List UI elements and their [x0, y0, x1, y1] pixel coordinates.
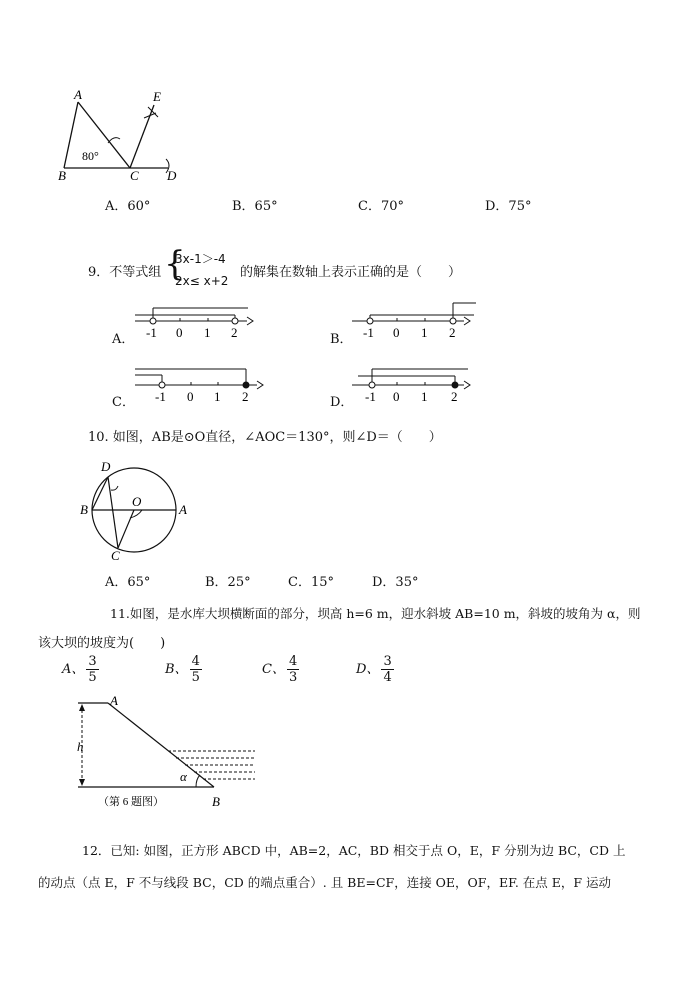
q11-option-d-label: D、 — [356, 662, 380, 677]
q12-stem-line2: 的动点（点 E，F 不与线段 BC，CD 的端点重合）. 且 BE=CF，连接 OE，OF，EF. 在点 E，F 运动 — [38, 875, 612, 890]
q12-stem-line1: 12．已知: 如图，正方形 ABCD 中，AB=2，AC，BD 相交于点 O，E，F 分别为边 BC，CD 上 — [82, 843, 626, 858]
q8-label-a: A — [74, 87, 82, 102]
q9-brace: { — [164, 244, 186, 284]
q10-option-d: D．35° — [372, 575, 419, 590]
q10-option-a: A．65° — [105, 575, 151, 590]
q9-stem-suffix: 的解集在数轴上表示正确的是（ ） — [240, 265, 462, 280]
q8-label-d: D — [167, 168, 177, 183]
q11-option-c — [262, 654, 299, 685]
q11-option-d-den: 4 — [383, 670, 392, 685]
q10-label-d: D — [101, 459, 111, 474]
q9-option-c-letter: C． — [112, 395, 135, 410]
q9d-tick-0: 0 — [393, 389, 400, 404]
q9-numberline-a — [135, 305, 255, 341]
q10-label-c: C — [111, 548, 120, 563]
q9a-tick-neg1: -1 — [146, 325, 157, 340]
q11-label-b: B — [212, 794, 220, 809]
q9c-tick-0: 0 — [187, 389, 194, 404]
q9a-tick-2: 2 — [231, 325, 238, 340]
q9d-tick-neg1: -1 — [365, 389, 376, 404]
q11-dam-figure — [60, 693, 260, 813]
q8-label-b: B — [58, 168, 66, 183]
q11-stem-line2: 该大坝的坡度为( ) — [38, 636, 166, 651]
q11-label-alpha: α — [180, 769, 187, 784]
q9-numberline-d — [352, 366, 478, 404]
q9-option-b-letter: B． — [330, 332, 353, 347]
q11-option-b-den: 5 — [191, 670, 200, 685]
q11-option-a-label: A、 — [62, 662, 85, 677]
q9b-tick-neg1: -1 — [363, 325, 374, 340]
q9-numberline-b — [352, 302, 478, 340]
q11-option-b — [165, 654, 202, 685]
q9d-tick-2: 2 — [451, 389, 458, 404]
q8-figure — [50, 85, 200, 185]
q11-option-c-label: C、 — [262, 662, 285, 677]
q11-stem-line1: 11.如图，是水库大坝横断面的部分，坝高 h=6 m，迎水斜坡 AB=10 m，斜坡的坡角为 α，则 — [110, 606, 641, 621]
q10-option-c: C．15° — [288, 575, 334, 590]
q9b-tick-2: 2 — [449, 325, 456, 340]
q11-option-a-num: 3 — [88, 654, 97, 669]
q9c-tick-neg1: -1 — [155, 389, 166, 404]
q9c-tick-1: 1 — [214, 389, 221, 404]
q11-option-b-num: 4 — [191, 654, 200, 669]
q11-label-a: A — [110, 693, 118, 708]
q11-option-a — [62, 654, 99, 685]
q11-option-b-label: B、 — [165, 662, 188, 677]
q11-option-d-num: 3 — [383, 654, 392, 669]
q9-stem-prefix: 9．不等式组 — [88, 265, 162, 280]
q8-option-c: C．70° — [358, 199, 404, 214]
q11-option-c-num: 4 — [288, 654, 298, 669]
q9b-tick-1: 1 — [421, 325, 428, 340]
q9d-tick-1: 1 — [421, 389, 428, 404]
q8-angle-label: 80° — [82, 149, 99, 163]
q8-option-b: B．65° — [232, 199, 278, 214]
q11-label-h: h — [77, 739, 84, 754]
q10-label-b: B — [80, 502, 88, 517]
q11-option-a-den: 5 — [88, 670, 97, 685]
q11-option-d — [356, 654, 394, 685]
q8-label-c: C — [130, 168, 139, 183]
q9-option-d-letter: D． — [330, 395, 354, 410]
q11-figure-caption: （第 6 题图） — [98, 796, 164, 808]
q9c-tick-2: 2 — [242, 389, 249, 404]
q10-option-b: B．25° — [205, 575, 251, 590]
q11-option-c-den: 3 — [288, 670, 298, 685]
q9a-tick-1: 1 — [204, 325, 211, 340]
q9-inequality-2: 2x≤ x+2 — [175, 274, 229, 288]
q8-label-e: E — [153, 89, 161, 104]
q10-label-a: A — [179, 502, 187, 517]
q8-option-d: D．75° — [485, 199, 532, 214]
q10-label-o: O — [132, 494, 142, 509]
q9-option-a-letter: A． — [112, 332, 135, 347]
q9-inequality-1: 3x-1＞-4 — [175, 252, 226, 266]
q10-circle-figure — [78, 456, 198, 566]
q9a-tick-0: 0 — [176, 325, 183, 340]
q10-stem: 10. 如图，AB是⊙O直径，∠AOC＝130°，则∠D＝（ ） — [88, 430, 442, 445]
q9b-tick-0: 0 — [393, 325, 400, 340]
q9-numberline-c — [135, 366, 265, 404]
q8-option-a: A．60° — [105, 199, 151, 214]
